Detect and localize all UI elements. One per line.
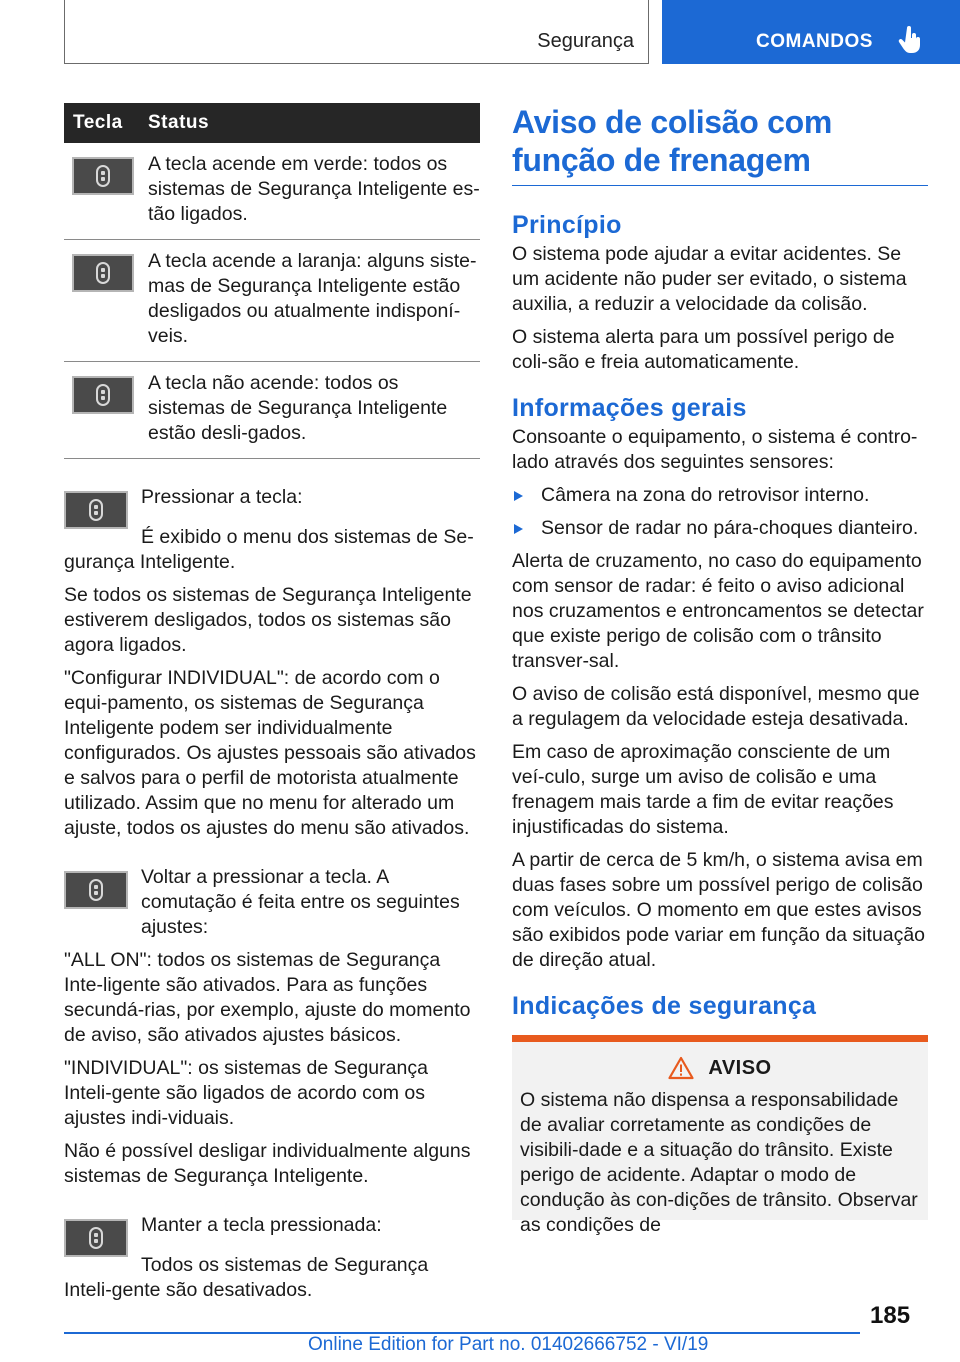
press-result: Todos os sistemas de Segurança Inteli-gente são desativados. xyxy=(64,1254,429,1301)
body-paragraph: Se todos os sistemas de Segurança Inteligente estiverem desligados, todos os sistemas são agora ligados. xyxy=(64,584,472,656)
press-again-block xyxy=(64,865,480,940)
hold-key-block xyxy=(64,1213,480,1253)
header-chapter-tab[interactable] xyxy=(662,0,960,64)
table-row xyxy=(64,240,480,362)
body-paragraph: Em caso de aproximação consciente de um veí-culo, surge um aviso de colisão e uma frenagem mais tarde a fim de evitar reações injustificadas do sistema. xyxy=(512,741,894,838)
header-section-title: Segurança xyxy=(537,30,634,52)
subheading-principle: Princípio xyxy=(512,211,622,239)
warning-triangle-icon xyxy=(668,1056,694,1080)
table-row xyxy=(64,143,480,240)
press-result: É exibido o menu dos sistemas de Se-gurança Inteligente. xyxy=(64,526,474,573)
body-paragraph: Consoante o equipamento, o sistema é contro-lado através dos seguintes sensores: xyxy=(512,426,918,473)
right-column xyxy=(512,103,928,1236)
triangle-bullet-icon xyxy=(514,524,523,534)
list-item: Sensor de radar no pára-choques dianteiro. xyxy=(512,516,928,541)
table-header-status: Status xyxy=(148,103,480,143)
driver-assist-button-icon xyxy=(64,871,128,909)
button-status-table xyxy=(64,103,480,459)
body-paragraph: "ALL ON": todos os sistemas de Segurança Inte-ligente são ativados. Para as funções secundá-rias, por exemplo, ajuste do momento de aviso, são ativados ajustes básicos. xyxy=(64,949,471,1046)
section-title: Aviso de colisão com função de frenagem xyxy=(512,103,928,186)
body-paragraph: O sistema pode ajudar a evitar acidentes. Se um acidente não puder ser evitado, o sistema auxilia, a reduzir a velocidade da colisão. xyxy=(512,243,907,315)
triangle-bullet-icon xyxy=(514,491,523,501)
body-paragraph: Alerta de cruzamento, no caso do equipamento com sensor de radar: é feito o aviso adicional nos cruzamentos e entroncamentos se detectar que existe perigo de colisão com o trânsito transver-sal. xyxy=(512,550,924,672)
list-item: Câmera na zona do retrovisor interno. xyxy=(512,483,928,508)
left-column xyxy=(64,103,480,1311)
body-paragraph: O aviso de colisão está disponível, mesmo que a regulagem da velocidade esteja desativada. xyxy=(512,683,920,730)
driver-assist-button-icon xyxy=(72,376,134,414)
press-instruction: Manter a tecla pressionada: xyxy=(141,1214,382,1236)
press-key-block xyxy=(64,485,480,525)
header-section-box xyxy=(64,0,649,64)
table-cell-status: A tecla acende em verde: todos os sistemas de Segurança Inteligente es-tão ligados. xyxy=(148,143,480,240)
press-instruction: Pressionar a tecla: xyxy=(141,486,303,508)
warning-text: O sistema não dispensa a responsabilidade de avaliar corretamente as condições de visibili-dade e a situação do trânsito. Existe perigo de acidente. Adaptar o modo de condução às con-dições de trânsito. Observar as condições de xyxy=(520,1089,918,1236)
table-header-key: Tecla xyxy=(64,103,148,143)
body-paragraph: "Configurar INDIVIDUAL": de acordo com o equi-pamento, os sistemas de Segurança Inteligente podem ser individualmente configurados. Os ajustes pessoais são ativados e salvos para o perfil de motorista atualmente utilizado. Assim que no menu for alterado um ajuste, todos os ajustes do menu são ativados. xyxy=(64,667,476,839)
header-chapter-label: COMANDOS xyxy=(756,31,873,52)
driver-assist-button-icon xyxy=(72,157,134,195)
footer-edition: Online Edition for Part no. 01402666752 - VI/19 xyxy=(308,1334,709,1355)
body-paragraph: A partir de cerca de 5 km/h, o sistema avisa em duas fases sobre um possível perigo de colisão com veículos. O momento em que estes avisos são exibidos pode variar em função da situação de direção atual. xyxy=(512,849,926,971)
sensor-list xyxy=(512,483,928,541)
subheading-general-info: Informações gerais xyxy=(512,394,747,422)
table-cell-status: A tecla acende a laranja: alguns siste-mas de Segurança Inteligente estão desligados ou atualmente indisponí-veis. xyxy=(148,240,480,362)
body-paragraph: Não é possível desligar individualmente alguns sistemas de Segurança Inteligente. xyxy=(64,1140,471,1187)
hand-pointer-icon xyxy=(898,26,922,54)
table-cell-status: A tecla não acende: todos os sistemas de Segurança Inteligente estão desli-gados. xyxy=(148,362,480,459)
subheading-safety: Indicações de segurança xyxy=(512,992,817,1020)
warning-title: AVISO xyxy=(708,1056,772,1079)
press-instruction: Voltar a pressionar a tecla. A comutação é feita entre os seguintes ajustes: xyxy=(141,866,460,938)
driver-assist-button-icon xyxy=(72,254,134,292)
table-row xyxy=(64,362,480,459)
page-number: 185 xyxy=(870,1302,911,1329)
body-paragraph: O sistema alerta para um possível perigo de coli-são e freia automaticamente. xyxy=(512,326,895,373)
driver-assist-button-icon xyxy=(64,491,128,529)
body-paragraph: "INDIVIDUAL": os sistemas de Segurança Inteli-gente são ligados de acordo com os ajustes indi-viduais. xyxy=(64,1057,428,1129)
driver-assist-button-icon xyxy=(64,1219,128,1257)
warning-box xyxy=(512,1035,928,1236)
